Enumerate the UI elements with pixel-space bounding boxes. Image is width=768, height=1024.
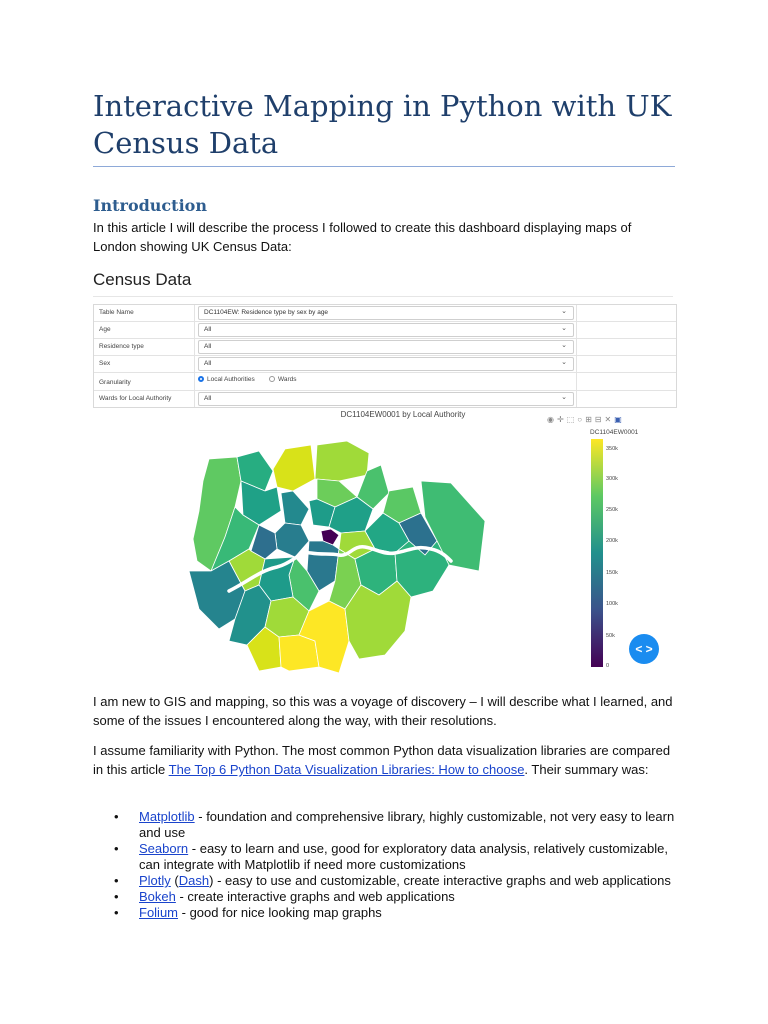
paragraph-libraries: I assume familiarity with Python. The most common Python data visualization libraries are compared in this article The Top 6 Python Data Visualization Libraries: How to choose. Their summary was:: [93, 743, 671, 777]
select-value: All: [204, 343, 212, 350]
wards-select[interactable]: [198, 392, 574, 406]
link-seaborn[interactable]: Seaborn: [139, 841, 189, 856]
select-value: All: [204, 326, 212, 333]
bullet-icon: •: [114, 841, 119, 856]
colorbar-tick: 0: [606, 663, 610, 669]
select-box-icon[interactable]: ⬚: [566, 415, 578, 424]
map-title: DC1104EW0001 by Local Authority: [340, 410, 466, 419]
chevron-down-icon: ⌄: [561, 325, 567, 332]
link-bokeh[interactable]: Bokeh: [139, 889, 176, 904]
list-item: • Bokeh - create interactive graphs and web applications: [114, 889, 455, 904]
zoom-out-icon[interactable]: ⊟: [594, 415, 605, 424]
list-item: • Matplotlib - foundation and comprehensive library, highly customizable, not very easy to learn and use: [114, 809, 675, 840]
table-name-select[interactable]: [198, 306, 574, 320]
select-value: DC1104EW: Residence type by sex by age: [204, 309, 329, 316]
chevron-left-right-icon[interactable]: < >: [629, 634, 659, 664]
select-value: All: [204, 395, 212, 402]
list-item: • Plotly (Dash) - easy to use and customizable, create interactive graphs and web applications: [114, 873, 671, 888]
chevron-down-icon: ⌄: [561, 342, 567, 349]
chevron-down-icon: ⌄: [561, 359, 567, 366]
plot-modebar[interactable]: [547, 415, 625, 424]
pan-icon[interactable]: ✛: [556, 415, 567, 424]
select-value: All: [204, 360, 212, 367]
paragraph-gis: I am new to GIS and mapping, so this was a voyage of discovery – I will describe what I learned, and some of the issues I encountered along the way, with their resolutions.: [93, 694, 673, 728]
reset-icon[interactable]: ✕: [604, 415, 615, 424]
form-label: Granularity: [99, 379, 131, 386]
dashboard-form: [93, 304, 677, 408]
colorbar-tick: 200k: [606, 538, 618, 544]
dashboard-title: Census Data: [93, 270, 192, 289]
radio-selected-icon: [198, 376, 204, 382]
borough-barnet: [273, 445, 315, 491]
article-link-top6[interactable]: The Top 6 Python Data Visualization Libraries: How to choose: [168, 762, 525, 777]
radio-unselected-icon: [269, 376, 275, 382]
form-label: Residence type: [99, 343, 144, 350]
form-row-wards: [94, 391, 676, 407]
link-folium[interactable]: Folium: [139, 905, 179, 920]
sex-select[interactable]: [198, 357, 574, 371]
bullet-icon: •: [114, 809, 119, 824]
borough-camden: [281, 491, 309, 525]
form-label: Age: [99, 326, 111, 333]
form-row-granularity: [94, 373, 676, 391]
list-item: • Folium - good for nice looking map graphs: [114, 905, 382, 920]
intro-heading: Introduction: [93, 196, 207, 215]
residence-type-select[interactable]: [198, 340, 574, 354]
form-label: Table Name: [99, 309, 134, 316]
colorbar-tick: 250k: [606, 507, 618, 513]
bullet-icon: •: [114, 873, 119, 888]
form-row-sex: [94, 356, 676, 373]
intro-paragraph: In this article I will describe the process I followed to create this dashboard displaying maps of London showing UK Census Data:: [93, 220, 632, 254]
form-row-table-name: [94, 305, 676, 322]
title-divider: [93, 166, 675, 167]
form-label: Sex: [99, 360, 111, 367]
link-plotly[interactable]: Plotly: [139, 873, 171, 888]
chevron-down-icon: ⌄: [561, 308, 567, 315]
bullet-icon: •: [114, 889, 119, 904]
colorbar-tick: 150k: [606, 570, 618, 576]
form-row-residence-type: [94, 339, 676, 356]
chevron-down-icon: ⌄: [561, 394, 567, 401]
colorbar-tick: 100k: [606, 601, 618, 607]
form-label: Wards for Local Authority: [99, 395, 172, 402]
colorbar-tick: 300k: [606, 476, 618, 482]
age-select[interactable]: [198, 323, 574, 337]
bullet-icon: •: [114, 905, 119, 920]
link-dash[interactable]: Dash: [178, 873, 210, 888]
london-choropleth-map: [189, 441, 489, 673]
camera-icon[interactable]: ◉: [547, 415, 557, 424]
article-title: Interactive Mapping in Python with UK Census Data: [93, 89, 672, 160]
list-item: • Seaborn - easy to learn and use, good for exploratory data analysis, relatively customizable, can integrate with Matplotlib if need more customizations: [114, 841, 668, 872]
link-matplotlib[interactable]: Matplotlib: [139, 809, 195, 824]
dashboard-screenshot: [93, 266, 675, 676]
colorbar: [591, 439, 603, 667]
radio-local-authorities[interactable]: Local Authorities: [198, 376, 255, 383]
library-list: [93, 809, 683, 921]
colorbar-tick: 350k: [606, 446, 618, 452]
form-row-age: [94, 322, 676, 339]
dashboard-divider: [93, 296, 673, 297]
lasso-icon[interactable]: ○: [577, 415, 586, 424]
colorbar-title: DC1104EW0001: [590, 429, 639, 436]
zoom-in-icon[interactable]: ⊞: [585, 415, 595, 424]
borough-enfield: [315, 441, 369, 481]
colorbar-tick: 50k: [606, 633, 615, 639]
radio-wards[interactable]: Wards: [269, 376, 297, 383]
plotly-logo-icon[interactable]: ▣: [614, 415, 625, 424]
